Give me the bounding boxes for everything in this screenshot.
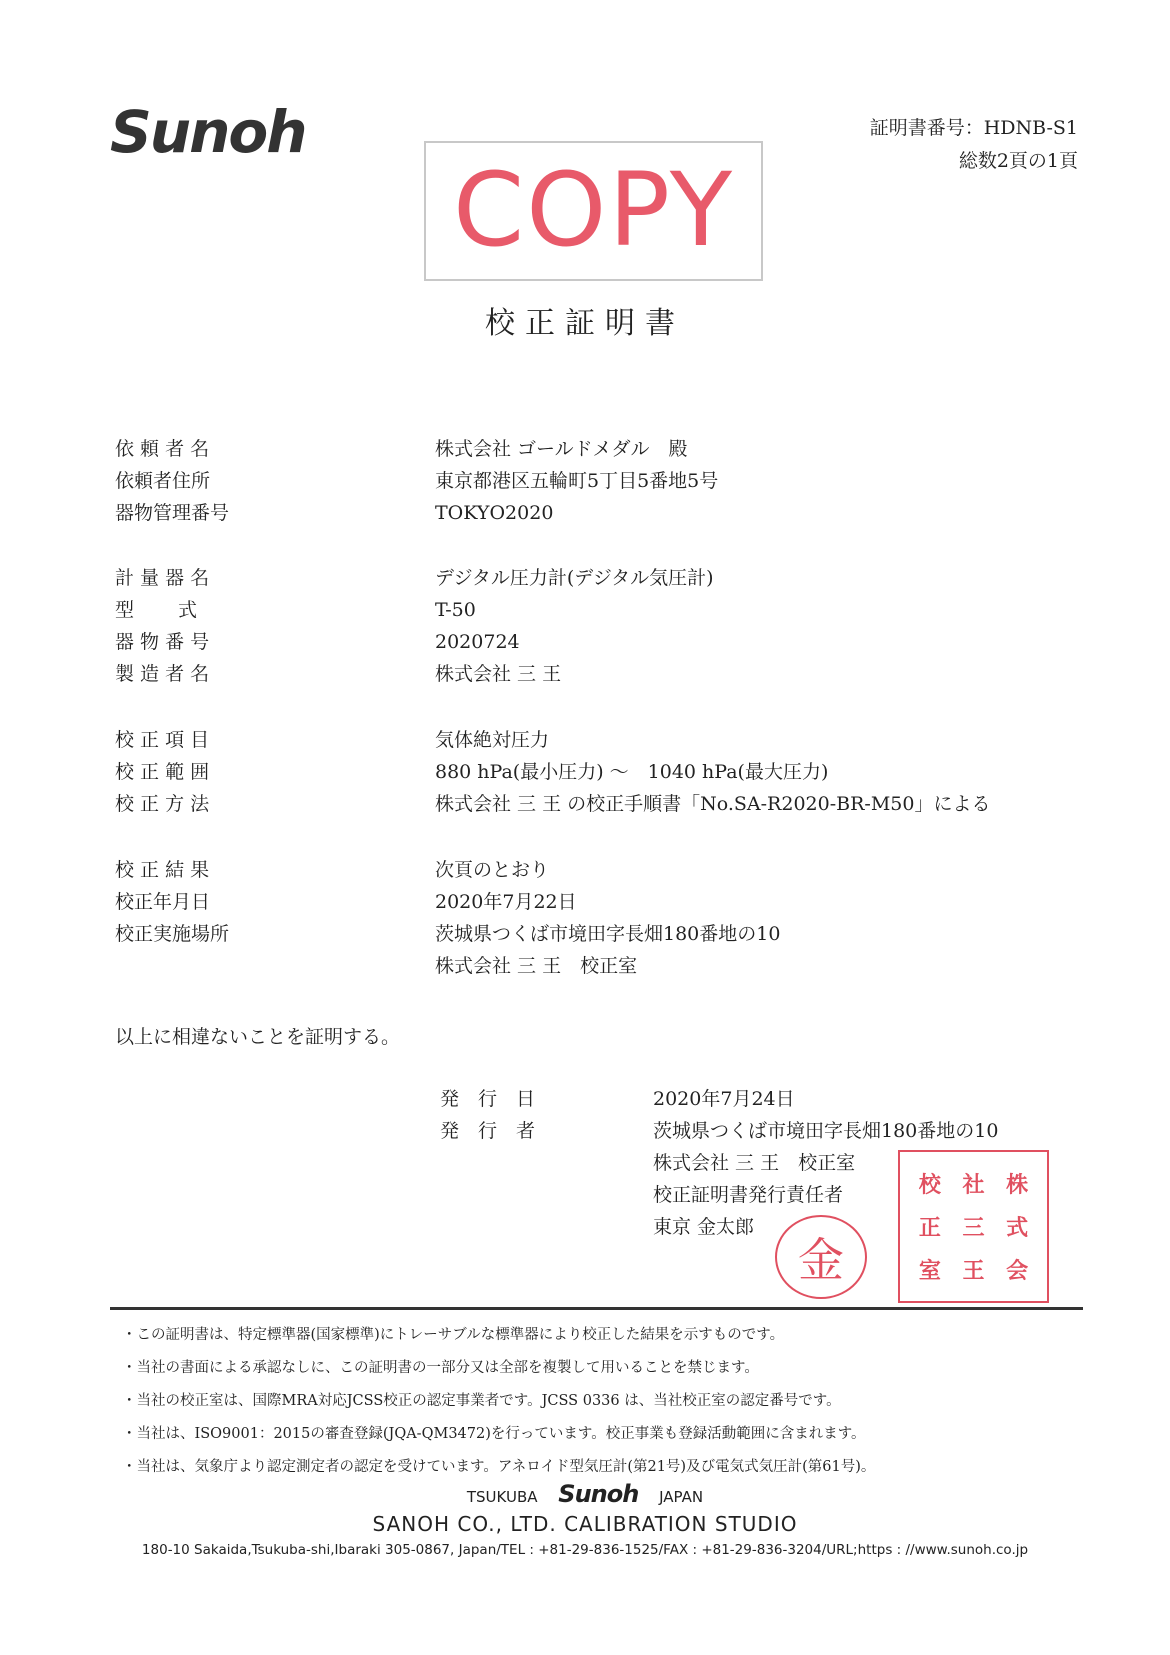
seal-character: 校 <box>918 1172 941 1198</box>
seal-character: 金 <box>798 1233 844 1287</box>
info-row <box>115 857 549 883</box>
issuer-role: 校正証明書発行責任者 <box>653 1184 844 1206</box>
issuer-name: 東京 金太郎 <box>653 1216 755 1238</box>
field-label: 依 頼 者 名 <box>115 438 210 460</box>
field-value: 2020年7月22日 <box>435 891 577 913</box>
issue-date-label: 発 行 日 <box>440 1088 536 1110</box>
footer-company: SANOH CO., LTD. CALIBRATION STUDIO <box>372 1512 798 1536</box>
field-value: TOKYO2020 <box>435 502 554 524</box>
copy-stamp <box>424 141 763 281</box>
seal-character: 会 <box>1006 1258 1029 1284</box>
field-label: 校正年月日 <box>115 891 211 913</box>
certificate-number: 証明書番号：HDNB-S1 <box>869 117 1078 139</box>
issuer-row <box>440 1118 998 1144</box>
field-value: 東京都港区五輪町5丁目5番地5号 <box>435 470 719 492</box>
seal-character: 社 <box>962 1172 985 1198</box>
field-label: 型 式 <box>115 599 198 621</box>
field-value: 株式会社 三 王 <box>435 663 562 685</box>
note-item: ・当社は、気象庁より認定測定者の認定を受けています。アネロイド型気圧計(第21号)及び電気式気圧計(第61号)。 <box>122 1459 876 1475</box>
field-value: 2020724 <box>435 631 520 653</box>
field-value: 気体絶対圧力 <box>435 729 550 751</box>
note-item: ・当社の校正室は、国際MRA対応JCSS校正の認定事業者です。JCSS 0336 は、当社校正室の認定番号です。 <box>122 1393 841 1409</box>
info-row <box>115 889 577 915</box>
copy-mark: COPY <box>452 151 735 270</box>
certificate-number-block <box>870 112 1078 178</box>
info-row <box>115 759 828 785</box>
field-value: 株式会社 三 王 の校正手順書「No.SA-R2020-BR-M50」による <box>435 793 991 815</box>
info-row <box>115 468 718 494</box>
info-row <box>115 791 990 817</box>
field-value: 株式会社 三 王 校正室 <box>435 955 638 977</box>
seal-character: 式 <box>1006 1215 1029 1241</box>
field-label: 校正実施場所 <box>115 923 230 945</box>
issuer-company: 株式会社 三 王 校正室 <box>653 1152 856 1174</box>
info-row <box>115 661 561 687</box>
info-row <box>115 436 687 462</box>
personal-seal-stamp <box>775 1215 867 1299</box>
field-label: 校 正 範 囲 <box>115 761 210 783</box>
company-logo: Sunoh <box>110 98 306 166</box>
footer-contact: 180-10 Sakaida,Tsukuba-shi,Ibaraki 305-0867, Japan/TEL : +81-29-836-1525/FAX : +81-29-836-3204/URL;https : //www.sunoh.co.jp <box>141 1542 1029 1558</box>
field-label: 製 造 者 名 <box>115 663 210 685</box>
seal-character: 株 <box>1006 1172 1029 1198</box>
issue-date-row <box>440 1086 795 1112</box>
footer-logo: Sunoh <box>558 1480 639 1508</box>
field-label: 器 物 番 号 <box>115 631 210 653</box>
divider <box>110 1307 1083 1310</box>
certify-statement: 以上に相違ないことを証明する。 <box>115 1026 401 1048</box>
note-item: ・当社は、ISO9001：2015の審査登録(JQA-QM3472)を行っています。校正事業も登録活動範囲に含まれます。 <box>122 1426 866 1442</box>
seal-character: 三 <box>962 1215 985 1241</box>
field-value: 880 hPa(最小圧力) ～ 1040 hPa(最大圧力) <box>435 761 829 783</box>
seal-character: 正 <box>918 1215 941 1241</box>
info-row <box>115 500 553 526</box>
note-item: ・この証明書は、特定標準器(国家標準)にトレーサブルな標準器により校正した結果を示すものです。 <box>122 1327 785 1343</box>
seal-character: 王 <box>962 1258 985 1284</box>
info-row <box>115 629 520 655</box>
info-row <box>115 727 549 753</box>
field-value: デジタル圧力計(デジタル気圧計) <box>435 567 714 589</box>
document-title: 校正証明書 <box>485 306 685 341</box>
seal-character: 室 <box>918 1258 941 1284</box>
field-label: 計 量 器 名 <box>115 567 210 589</box>
issuer-address: 茨城県つくば市境田字長畑180番地の10 <box>653 1120 999 1142</box>
field-label: 依頼者住所 <box>115 470 211 492</box>
field-label: 校 正 方 法 <box>115 793 210 815</box>
field-value: T-50 <box>435 599 476 621</box>
info-row <box>115 565 714 591</box>
company-seal-stamp <box>898 1150 1049 1303</box>
info-row <box>115 597 476 623</box>
page-count: 総数2頁の1頁 <box>958 150 1078 172</box>
issue-date-value: 2020年7月24日 <box>653 1088 795 1110</box>
field-label: 校 正 項 目 <box>115 729 210 751</box>
field-value: 茨城県つくば市境田字長畑180番地の10 <box>435 923 781 945</box>
field-label: 校 正 結 果 <box>115 859 210 881</box>
footer-brand-line <box>0 1480 1170 1508</box>
field-label: 器物管理番号 <box>115 502 230 524</box>
field-value: 次頁のとおり <box>435 859 550 881</box>
info-row <box>115 953 637 979</box>
field-value: 株式会社 ゴールドメダル 殿 <box>435 438 688 460</box>
footer-location: TSUKUBA <box>466 1488 538 1506</box>
issuer-label: 発 行 者 <box>440 1120 536 1142</box>
footer-country: JAPAN <box>659 1488 704 1506</box>
info-row <box>115 921 780 947</box>
note-item: ・当社の書面による承認なしに、この証明書の一部分又は全部を複製して用いることを禁じます。 <box>122 1360 759 1376</box>
